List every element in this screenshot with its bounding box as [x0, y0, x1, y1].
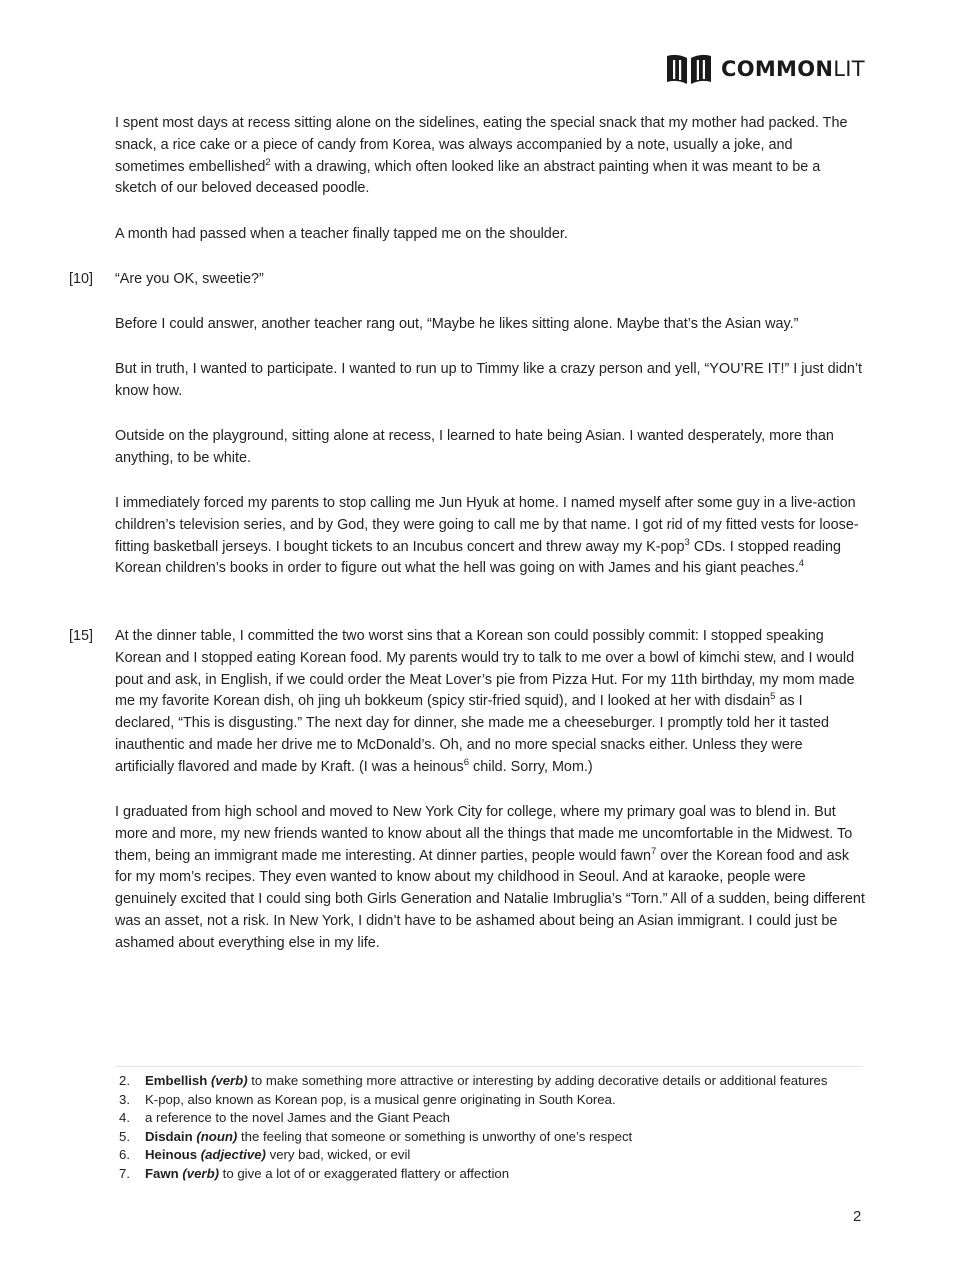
text-run: Before I could answer, another teacher rang out, “Maybe he likes sitting alone. Maybe that’s the Asian way.” [115, 316, 799, 332]
footnote-item [115, 1091, 863, 1110]
paragraph-text [115, 314, 865, 336]
footnote-number: 5. [119, 1128, 130, 1144]
footnote-divider [115, 1066, 863, 1067]
text-run: child. Sorry, Mom.) [469, 758, 593, 775]
footnote-item [115, 1109, 863, 1128]
paragraph-text [115, 113, 865, 200]
paragraph-text [115, 626, 865, 779]
footnote-part-of-speech: (adjective) [200, 1147, 266, 1163]
footnote-number: 6. [119, 1147, 130, 1163]
paragraph-text [115, 802, 865, 955]
footnote-item [115, 1072, 863, 1091]
footnote-definition: to make something more attractive or interesting by adding decorative details or additional features [247, 1073, 828, 1088]
footnote-definition: very bad, wicked, or evil [265, 1147, 411, 1163]
page-number: 2 [853, 1208, 862, 1225]
footnote-term: Disdain [145, 1128, 193, 1144]
footnote-ref[interactable]: 6 [463, 756, 470, 768]
footnote-ref[interactable]: 3 [684, 536, 690, 548]
text-run: A month had passed when a teacher finally tapped me on the shoulder. [115, 226, 568, 242]
footnote-item [115, 1146, 863, 1165]
footnote-ref[interactable]: 5 [770, 691, 776, 703]
paragraph-text [115, 359, 865, 403]
text-run: But in truth, I wanted to participate. I wanted to run up to Timmy like a crazy person and yell, “YOU’RE IT!” I just didn’t know how. [115, 361, 863, 399]
text-run: over the Korean food and ask for my mom’s recipes. They even wanted to know about my childhood in Seoul. And at karaoke, people were genuinely excited that I could sing both Girls Generation and Natalie Imbruglia’s “Torn.” All of a sudden, being different was an asset, not a risk. In New York, I didn’t have to be ashamed about being an Asian immigrant. I could just be ashamed about everything else in my life. [115, 847, 865, 951]
footnote-number: 3. [119, 1091, 130, 1107]
footnote-part-of-speech: (noun) [196, 1128, 238, 1144]
footnote-definition: the feeling that someone or something is unworthy of one’s respect [237, 1128, 633, 1144]
footnote-term: Embellish [145, 1073, 208, 1088]
footnote-number: 7. [119, 1165, 130, 1181]
footnote-item [115, 1128, 863, 1147]
footnote-definition: to give a lot of or exaggerated flattery or affection [219, 1165, 510, 1181]
text-run: Outside on the playground, sitting alone at recess, I learned to hate being Asian. I wanted desperately, more than anything, to be white. [115, 428, 834, 466]
footnotes-list [115, 1072, 863, 1184]
footnote-number: 4. [119, 1110, 130, 1126]
open-book-icon [666, 52, 712, 86]
footnote-number: 2. [119, 1073, 130, 1088]
footnote-ref[interactable]: 7 [650, 845, 657, 857]
footnote-ref[interactable]: 4 [798, 558, 804, 570]
text-run: with a drawing, which often looked like an abstract painting when it was meant to be a sketch of our beloved deceased poodle. [115, 158, 821, 197]
paragraph-number: [15] [69, 628, 94, 644]
text-run: as I declared, “This is disgusting.” The next day for dinner, she made me a cheeseburger. I promptly told her it tasted inauthentic and made her drive me to McDonald’s. Oh, and no more special snacks either. Unless they were artificially flavored and made by Kraft. (I was a heinous [115, 693, 830, 775]
footnote-item [115, 1165, 863, 1184]
footnote-part-of-speech: (verb) [210, 1073, 248, 1088]
paragraph-text [115, 269, 865, 291]
logo-wordmark: COMMONLIT [721, 56, 865, 81]
text-run: I spent most days at recess sitting alone on the sidelines, eating the special snack that my mother had packed. The snack, a rice cake or a piece of candy from Korea, was always accompanied by a note, usually a joke, and sometimes embellished [115, 115, 848, 175]
footnote-part-of-speech: (verb) [182, 1165, 220, 1181]
paragraph-text [115, 224, 865, 246]
footnote-term: Heinous [145, 1147, 198, 1163]
footnote-ref[interactable]: 2 [265, 156, 271, 168]
commonlit-logo [666, 51, 865, 87]
paragraph-text [115, 426, 865, 470]
text-run: I graduated from high school and moved to New York City for college, where my primary goal was to blend in. But more and more, my new friends wanted to know about all the things that made me uncomfortable in the Midwest. To them, being an immigrant made me interesting. At dinner parties, people would fawn [115, 804, 853, 864]
text-run: CDs. I stopped reading Korean children’s books in order to figure out what the hell was going on with James and his giant peaches. [115, 538, 842, 577]
footnote-definition: K-pop, also known as Korean pop, is a musical genre originating in South Korea. [145, 1091, 616, 1107]
text-run: At the dinner table, I committed the two worst sins that a Korean son could possibly commit: I stopped speaking Korean and I stopped eating Korean food. My parents would try to talk to me over a bowl of kimchi stew, and I would pout and ask, in English, if we could order the Meat Lover’s pie from Pizza Hut. For my 11th birthday, my mom made me my favorite Korean dish, oh jing uh bokkeum (spicy stir-fried squid), and I looked at her with disdain [115, 628, 855, 710]
footnote-term: Fawn [145, 1165, 179, 1181]
text-run: “Are you OK, sweetie?” [115, 271, 264, 287]
text-run: I immediately forced my parents to stop calling me Jun Hyuk at home. I named myself after some guy in a live-action children’s television series, and by God, they were going to call me by that name. I got rid of my fitted vests for loose-fitting basketball jerseys. I bought tickets to an Incubus concert and threw away my K-pop [115, 495, 859, 555]
paragraph-number: [10] [69, 271, 94, 287]
footnote-definition: a reference to the novel James and the Giant Peach [145, 1110, 450, 1126]
paragraph-text [115, 493, 865, 580]
